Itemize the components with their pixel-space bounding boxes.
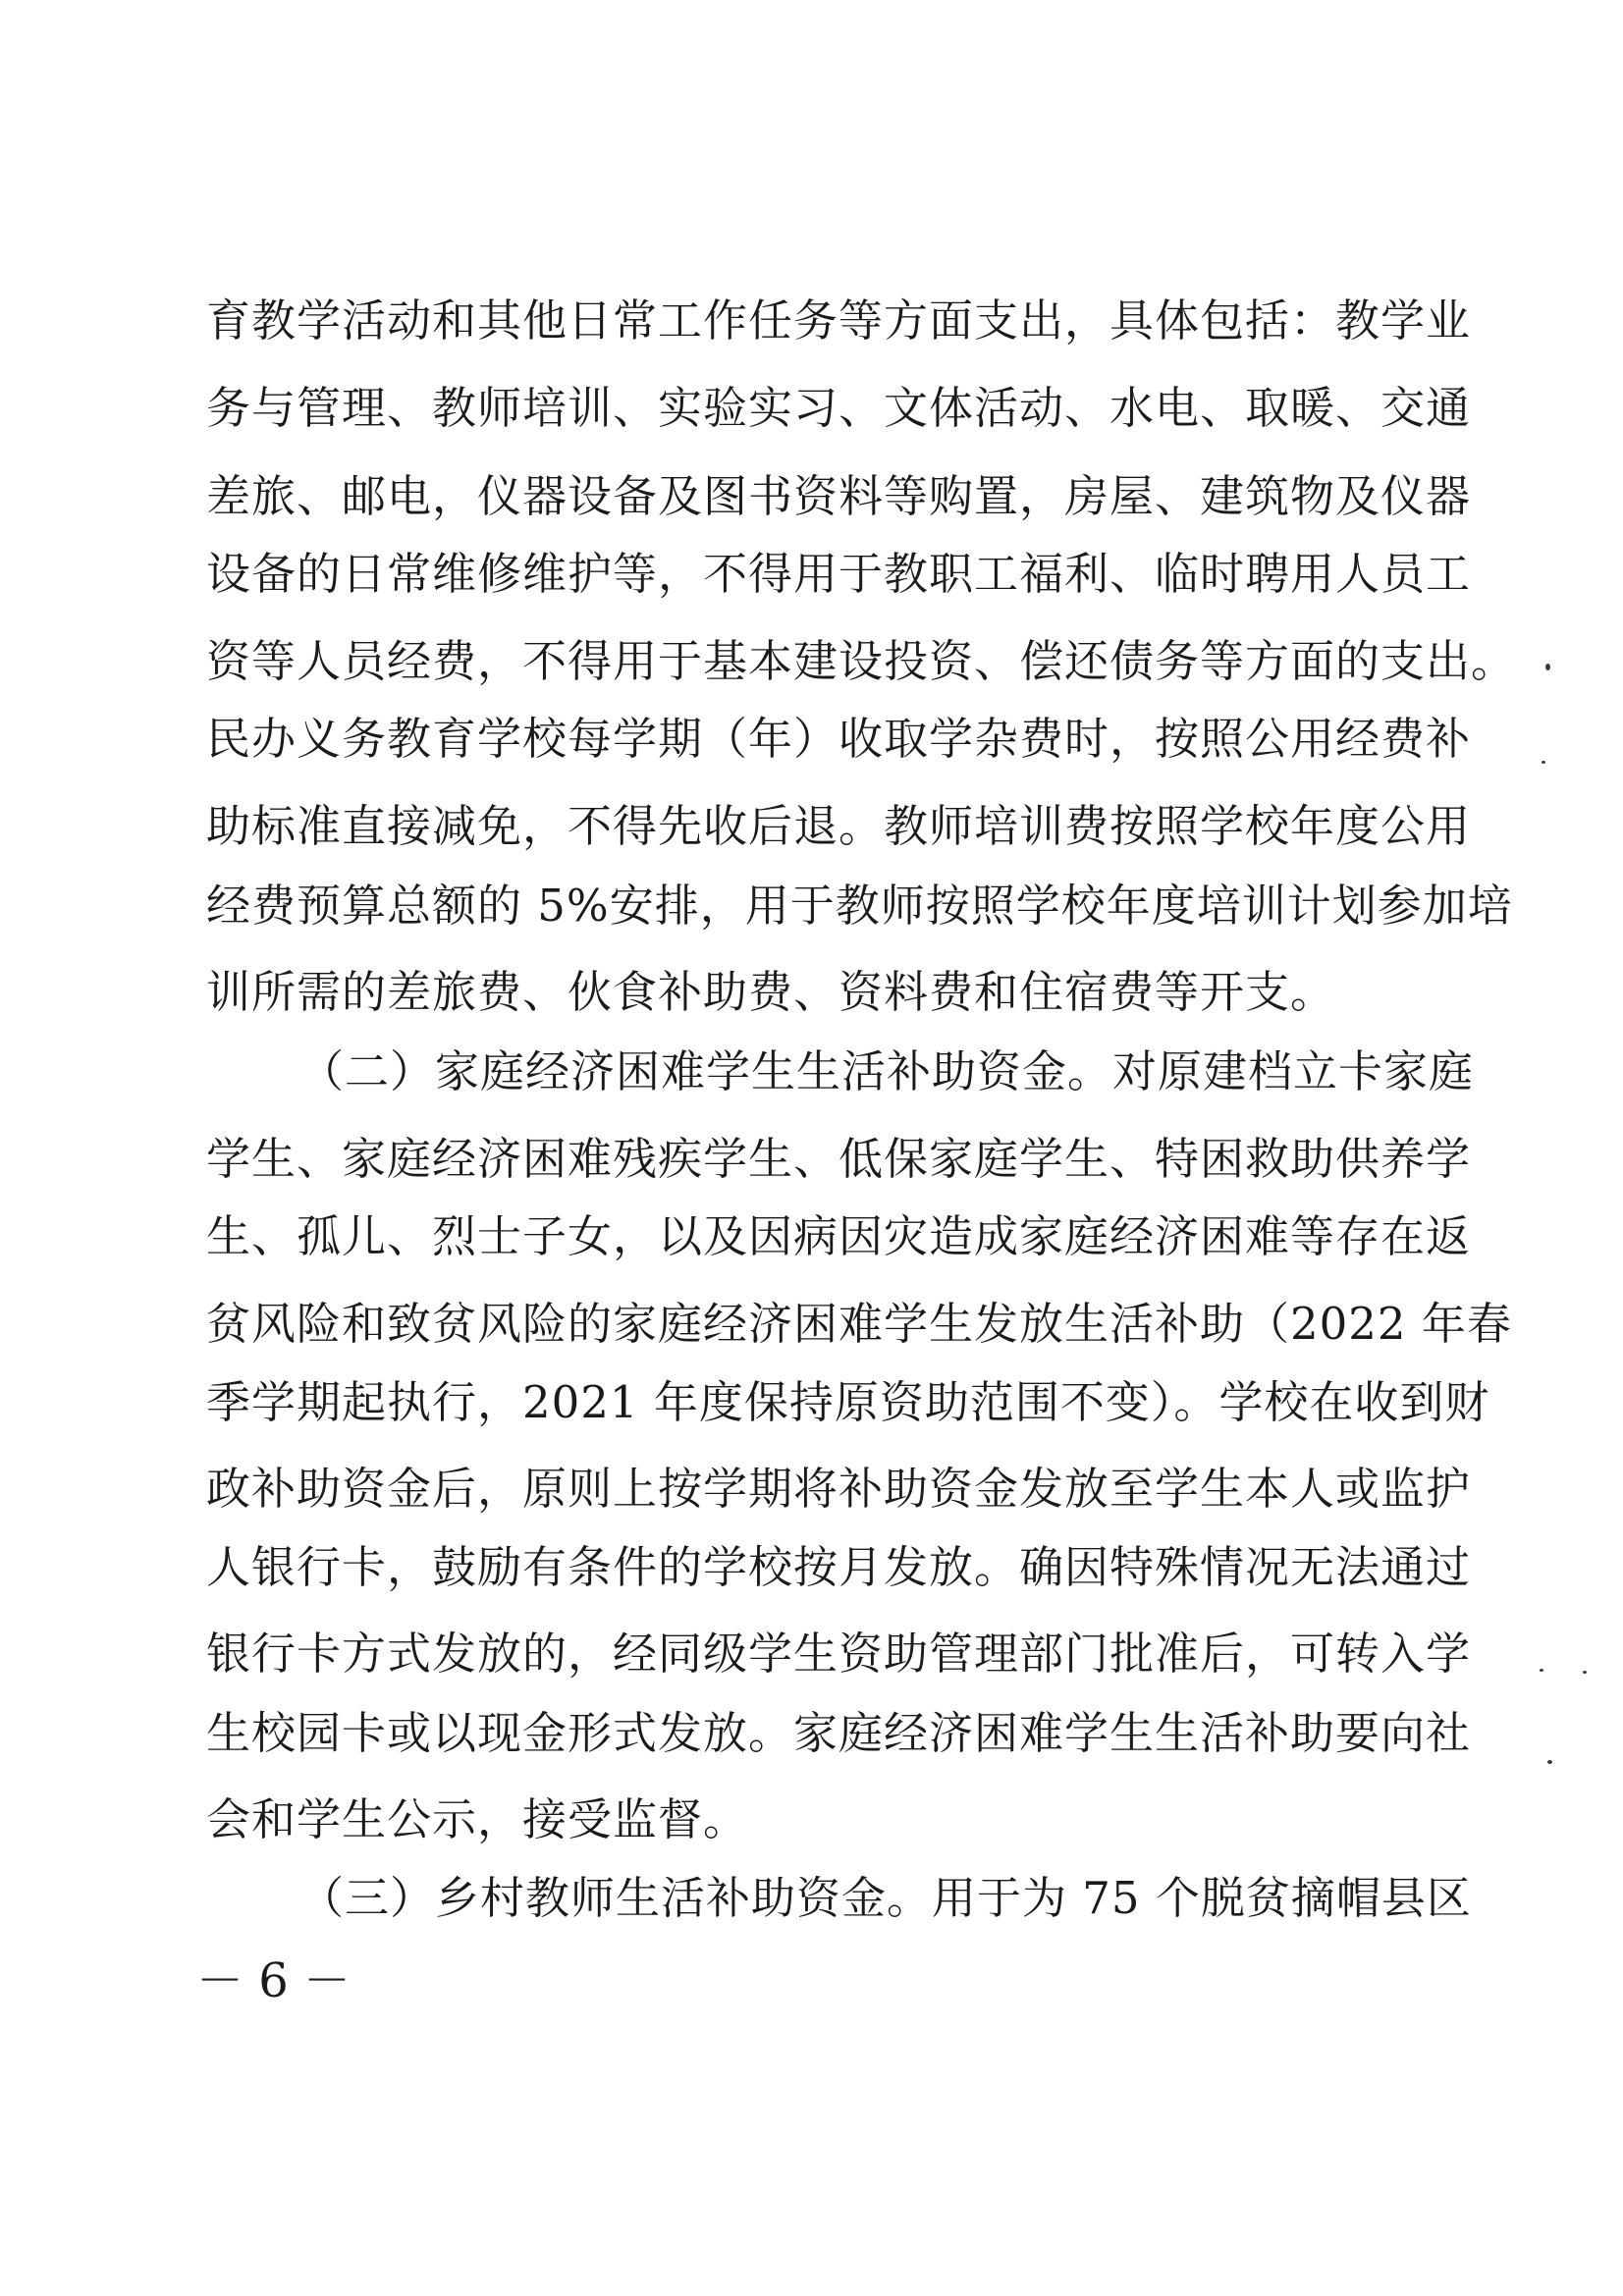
body-text-line: 人银行卡，鼓励有条件的学校按月发放。确因特殊情况无法通过	[206, 1541, 1472, 1593]
body-text-line: 生校园卡或以现金形式发放。家庭经济困难学生生活补助要向社	[206, 1707, 1472, 1759]
body-text-line: 训所需的差旅费、伙食补助费、资料费和住宿费等开支。	[206, 966, 1336, 1018]
body-text-line: 助标准直接减免，不得先收后退。教师培训费按照学校年度公用	[206, 800, 1472, 852]
body-text-line: 育教学活动和其他日常工作任务等方面支出，具体包括：教学业	[206, 294, 1472, 347]
body-text-line: 设备的日常维修维护等，不得用于教职工福利、临时聘用人员工	[206, 548, 1472, 600]
body-text-line: 银行卡方式发放的，经同级学生资助管理部门批准后，可转入学	[206, 1628, 1472, 1680]
scan-speck	[1547, 1760, 1552, 1764]
body-text-line: 民办义务教育学校每学期（年）收取学杂费时，按照公用经费补	[206, 713, 1472, 765]
body-text-line: 经费预算总额的 5%安排，用于教师按照学校年度培训计划参加培	[206, 880, 1513, 932]
scan-speck	[1540, 1669, 1543, 1672]
scan-speck	[1545, 664, 1550, 670]
section-heading-line: （二）家庭经济困难学生生活补助资金。对原建档立卡家庭	[299, 1045, 1475, 1097]
body-text-line: 差旅、邮电，仪器设备及图书资料等购置，房屋、建筑物及仪器	[206, 470, 1472, 522]
section-heading-line: （三）乡村教师生活补助资金。用于为 75 个脱贫摘帽县区	[299, 1872, 1472, 1924]
body-text-line: 贫风险和致贫风险的家庭经济困难学生发放生活补助（2022 年春	[206, 1298, 1512, 1350]
scan-speck	[1583, 1671, 1587, 1674]
body-text-line: 会和学生公示，接受监督。	[206, 1793, 749, 1845]
scan-speck	[1542, 761, 1545, 764]
body-text-line: 生、孤儿、烈士子女，以及因病因灾造成家庭经济困难等存在返	[206, 1210, 1472, 1262]
page-number: － 6 －	[196, 1953, 352, 2008]
body-text-line: 学生、家庭经济困难残疾学生、低保家庭学生、特困救助供养学	[206, 1133, 1472, 1185]
body-text-line: 务与管理、教师培训、实验实习、文体活动、水电、取暖、交通	[206, 382, 1472, 434]
body-text-line: 政补助资金后，原则上按学期将补助资金发放至学生本人或监护	[206, 1463, 1472, 1515]
body-text-line: 资等人员经费，不得用于基本建设投资、偿还债务等方面的支出。	[206, 635, 1517, 687]
body-text-line: 季学期起执行，2021 年度保持原资助范围不变）。学校在收到财	[206, 1376, 1490, 1428]
